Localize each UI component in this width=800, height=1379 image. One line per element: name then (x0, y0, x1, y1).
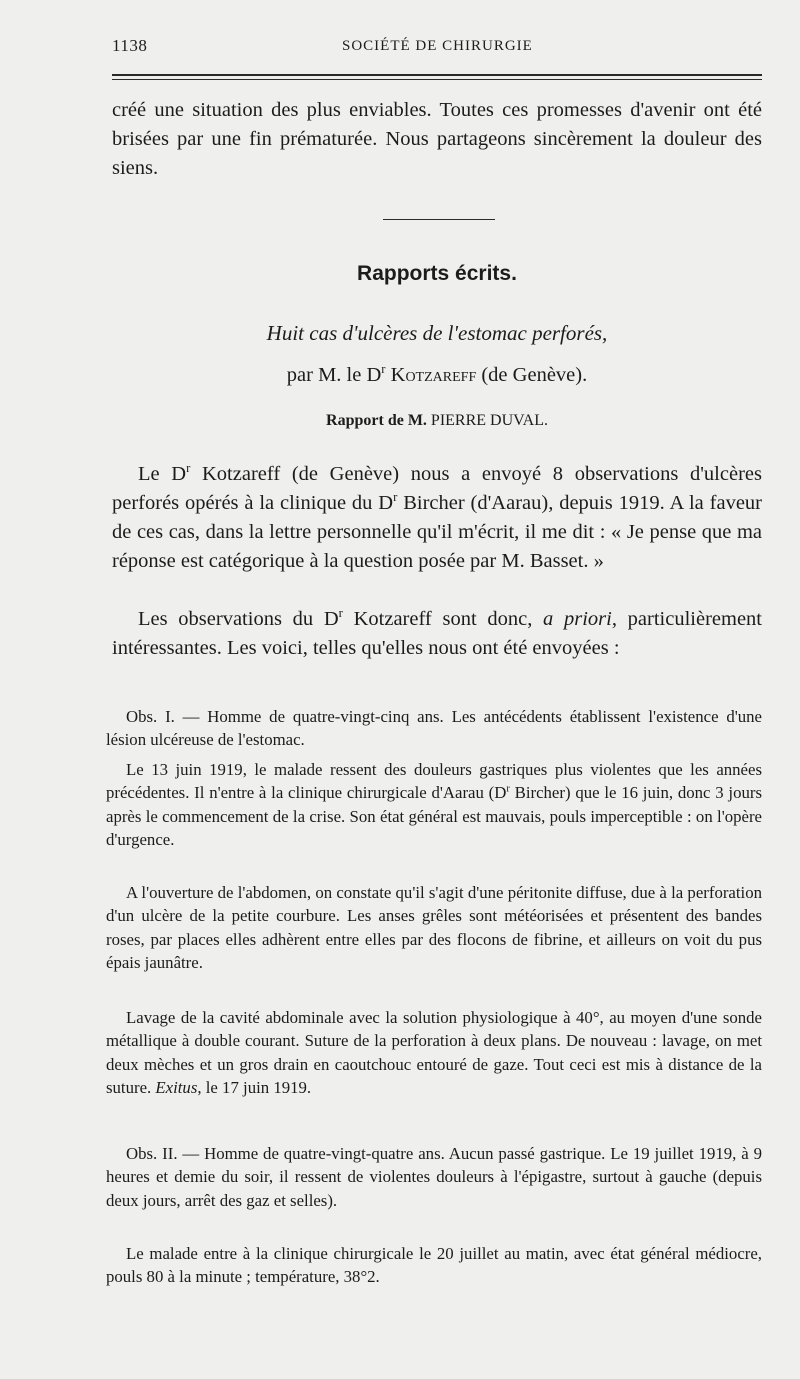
superscript: r (393, 490, 398, 505)
text-run: Lavage de la cavité abdominale avec la solution physiologique à 40°, au moyen d'une sonde métallique à double courant. Suture de la perforation à deux plans. De nouveau : lavage, on met deux mèches et un gros drain en caoutchouc entouré de gaze. Tout ceci est mis à distance de la suture. (106, 1008, 762, 1097)
intro-paragraph: créé une situation des plus enviables. Toutes ces promesses d'avenir ont été brisées par une fin prématurée. Nous partageons sincèrement la douleur des siens. (112, 99, 762, 179)
page-header (112, 34, 762, 64)
text-run: Le D (138, 463, 187, 485)
obs-1-paragraph-4 (106, 1006, 762, 1099)
header-rule (112, 74, 762, 76)
obs-1-paragraph-2 (106, 758, 762, 851)
body-paragraph-2 (112, 605, 762, 663)
text-run: Les observations du D (138, 608, 339, 630)
text-run: Kotzareff (de Genève) nous a envoyé 8 observations d'ulcères perforés opérés à la clinique du D (112, 463, 762, 514)
running-title: SOCIÉTÉ DE CHIRURGIE (342, 38, 533, 54)
section-title: Rapports écrits. (357, 262, 517, 285)
superscript: r (338, 606, 343, 621)
byline-pre: par M. le D (286, 364, 382, 386)
page-number: 1138 (112, 36, 148, 55)
text-run: , le 17 juin 1919. (197, 1077, 312, 1097)
article-title: Huit cas d'ulcères de l'estomac perforés, (266, 321, 608, 345)
section-divider (383, 219, 495, 220)
obs-2-intro: Obs. II. — Homme de quatre-vingt-quatre ans. Aucun passé gastrique. Le 19 juillet 1919, à 9 heures et demie du soir, il ressent de violentes douleurs à l'épigastre, surtout à gauche (depuis deux jours, arrêt des gaz et selles). (106, 1144, 762, 1210)
rapport-pre: Rapport de M. (326, 412, 427, 429)
byline-sup: r (381, 362, 386, 377)
obs-2-paragraph-2: Le malade entre à la clinique chirurgicale le 20 juillet au matin, avec état général médiocre, pouls 80 à la minute ; température, 38°2. (106, 1244, 762, 1287)
italic-text: Exitus (155, 1077, 198, 1097)
author-name: Kotzareff (390, 364, 477, 386)
text-run: Kotzareff sont donc, (342, 608, 544, 630)
article-byline (112, 364, 762, 387)
italic-text: a priori (543, 608, 612, 630)
byline-post: (de Genève). (476, 364, 588, 386)
body-paragraph-1 (112, 460, 762, 576)
obs-1-paragraph-3: A l'ouverture de l'abdomen, on constate qu'il s'agit d'une péritonite diffuse, due à la perforation d'un ulcère de la petite courbure. Les anses grêles sont météorisées et présentent des bandes roses, par places elles adhèrent entre elles par des flocons de fibrine, et ailleurs on voit du pus épais jaunâtre. (106, 883, 762, 972)
text-run: Bircher) que le 16 juin, donc 3 jours après le commencement de la crise. Son état général est mauvais, pouls imperceptible : on l'opère d'urgence. (106, 783, 762, 849)
text-run: , particulièrement intéressantes. Les voici, telles qu'elles nous ont été envoyées : (112, 608, 762, 659)
obs-1-intro: Obs. I. — Homme de quatre-vingt-cinq ans. Les antécédents établissent l'existence d'une lésion ulcéreuse de l'estomac. (106, 707, 762, 750)
header-rule-thin (112, 79, 762, 80)
text-run: Le 13 juin 1919, le malade ressent des douleurs gastriques plus violentes que les années précédentes. Il n'entre à la clinique chirurgicale d'Aarau (D (106, 760, 762, 803)
superscript: r (186, 461, 191, 476)
rapport-line (112, 412, 762, 430)
rapport-name: PIERRE DUVAL. (426, 412, 548, 429)
text-run: Bircher (d'Aarau), depuis 1919. A la faveur de ces cas, dans la lettre personnelle qu'il m'écrit, il me dit : « Je pense que ma réponse est catégorique à la question posée par M. Basset. » (112, 492, 762, 572)
superscript: r (506, 783, 510, 795)
